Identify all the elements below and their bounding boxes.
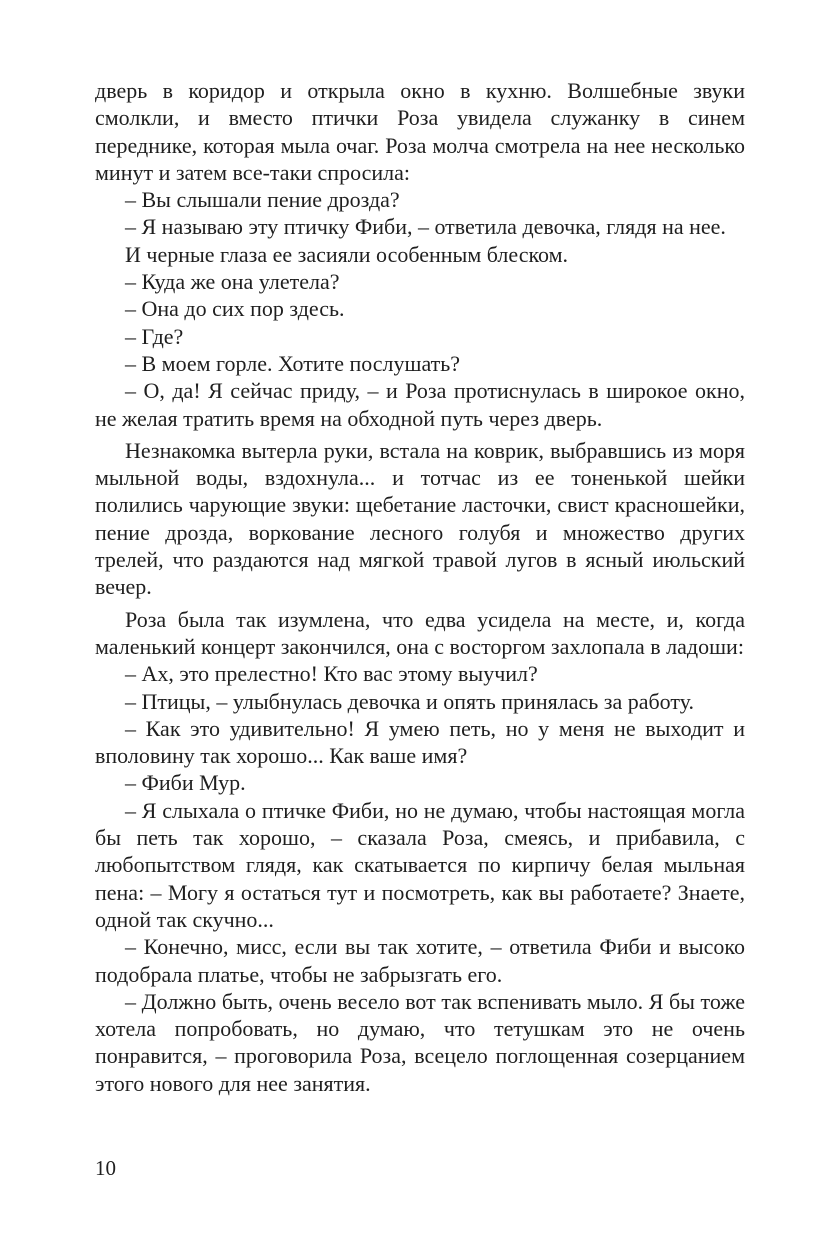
- paragraph: – Куда же она улетела?: [125, 269, 340, 295]
- paragraph: – Ах, это прелестно! Кто вас этому выучил?: [125, 661, 538, 687]
- paragraph: – В моем горле. Хотите послушать?: [125, 350, 461, 376]
- paragraph: И черные глаза ее засияли особенным блеском.: [125, 241, 569, 267]
- paragraph: – Конечно, мисс, если вы так хотите, – ответила Фиби и высоко подобрала платье, чтобы не забрызгать его.: [95, 934, 745, 987]
- paragraph: – Я называю эту птичку Фиби, – ответила девочка, глядя на нее.: [125, 214, 726, 240]
- paragraph: Роза была так изумлена, что едва усидела на месте, и, когда маленький концерт закончился, она с восторгом захлопала в ладоши:: [95, 606, 745, 659]
- paragraph: – Я слыхала о птичке Фиби, но не думаю, чтобы настоящая могла бы петь так хорошо, – сказала Роза, смеясь, и прибавила, с любопытством глядя, как скатывается по кирпичу белая мыльная пена: – Могу я остаться тут и посмотреть, как вы работаете? Знаете, одной так скучно...: [95, 797, 745, 932]
- paragraph: – Она до сих пор здесь.: [125, 296, 345, 322]
- paragraph: – О, да! Я сейчас приду, – и Роза протиснулась в широкое окно, не желая тратить время на обходной путь через дверь.: [95, 378, 745, 431]
- paragraph: – Вы слышали пение дрозда?: [125, 187, 400, 213]
- paragraph: – Где?: [125, 323, 184, 349]
- paragraph: – Фиби Мур.: [125, 770, 246, 796]
- paragraph: дверь в коридор и открыла окно в кухню. Волшебные звуки смолкли, и вместо птички Роза увидела служанку в синем переднике, которая мыла очаг. Роза молча смотрела на нее несколько минут и затем все-таки спросила:: [95, 78, 745, 185]
- paragraph: – Должно быть, очень весело вот так вспенивать мыло. Я бы тоже хотела попробовать, но думаю, что тетушкам это не очень понравится, – проговорила Роза, всецело поглощенная созерцанием этого нового для нее занятия.: [95, 988, 745, 1096]
- paragraph: – Как это удивительно! Я умею петь, но у меня не выходит и вполовину так хорошо... Как ваше имя?: [95, 715, 745, 769]
- body-text: [95, 77, 745, 1097]
- paragraph: – Птицы, – улыбнулась девочка и опять принялась за работу.: [125, 688, 695, 714]
- page-number: 10: [95, 1156, 116, 1180]
- paragraph: Незнакомка вытерла руки, встала на коврик, выбравшись из моря мыльной воды, вздохнула... и тотчас из ее тоненькой шейки полились чарующие звуки: щебетание ласточки, свист красношейки, пение дрозда, воркование лесного голубя и множество других трелей, что раздаются над мягкой травой лугов в ясный июльский вечер.: [95, 437, 745, 600]
